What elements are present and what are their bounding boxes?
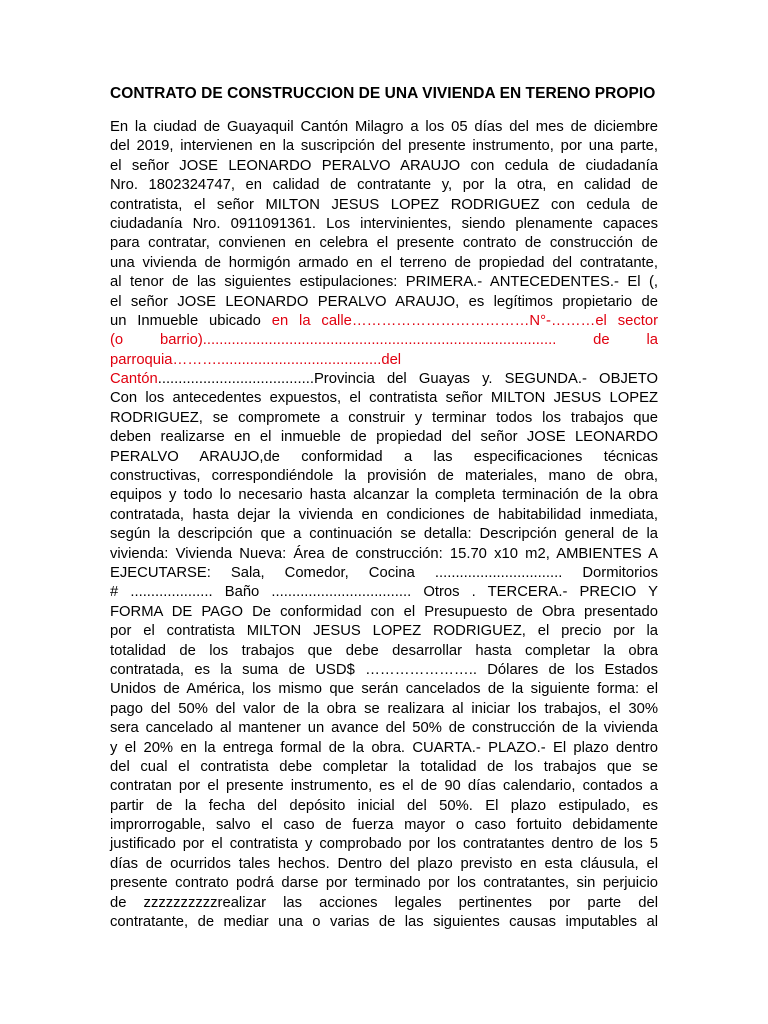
- body-text: ciudadanía Nro. 0911091361. Los intervinientes, siendo plenamente capaces: [110, 215, 658, 232]
- paragraph-line: [110, 486, 658, 505]
- body-text: En la ciudad de Guayaquil Cantón Milagro a los 05 días del mes de diciembre: [110, 119, 658, 135]
- body-text: contratada, es la suma de USD$ ………………….. Dólares de los Estados: [110, 661, 658, 678]
- body-text: PERALVO ARAUJO,de conformidad a las especificaciones técnicas: [110, 448, 658, 465]
- paragraph-line: [110, 583, 658, 602]
- paragraph-line: [110, 680, 658, 699]
- paragraph-line: [110, 622, 658, 641]
- body-text: pago del 50% del valor de la obra se realizara al iniciar los trabajos, el 30%: [110, 700, 658, 717]
- body-text: sera cancelado al mantener un avance del 50% de construcción de la vivienda: [110, 720, 658, 737]
- paragraph-line: [110, 913, 658, 932]
- body-text: al tenor de las siguientes estipulaciones: PRIMERA.- ANTECEDENTES.- El (,: [110, 274, 658, 291]
- body-text: contratada, hasta dejar la vivienda en condiciones de habitabilidad inmediata,: [110, 506, 658, 523]
- paragraph-line: [110, 157, 658, 176]
- paragraph-line: [110, 312, 658, 331]
- document-body: [110, 118, 658, 932]
- paragraph-line: [110, 777, 658, 796]
- body-text: equipos y todo lo necesario hasta alcanzar la completa terminación de la obra: [110, 487, 658, 504]
- body-text: y el 20% en la entrega formal de la obra. CUARTA.- PLAZO.- El plazo dentro: [110, 739, 658, 756]
- paragraph-line: [110, 409, 658, 428]
- body-text: # .................... Baño .................................. Otros . TERCERA.- PRECIO Y: [110, 584, 658, 601]
- placeholder-text: Cantón: [110, 371, 158, 388]
- paragraph-line: [110, 719, 658, 738]
- body-text: constructivas, correspondiéndole la provisión de materiales, mano de obra,: [110, 468, 658, 485]
- paragraph-line: [110, 700, 658, 719]
- body-text: improrrogable, salvo el caso de fuerza mayor o caso fortuito debidamente: [110, 817, 658, 834]
- paragraph-line: [110, 642, 658, 661]
- body-text: Con los antecedentes expuestos, el contratista señor MILTON JESUS LOPEZ: [110, 390, 658, 407]
- body-text: Nro. 1802324747, en calidad de contratante y, por la otra, en calidad de: [110, 177, 658, 194]
- body-text: deben realizarse en el inmueble de propiedad del señor JOSE LEONARDO: [110, 429, 658, 446]
- body-text: contratista, el señor MILTON JESUS LOPEZ RODRIGUEZ con cedula de: [110, 196, 658, 213]
- placeholder-text: (o barrio)...................................................................................... de la: [110, 332, 658, 349]
- paragraph-line: [110, 428, 658, 447]
- placeholder-text: en la calle………………………………N°-………el sector: [271, 312, 658, 329]
- body-text: partir de la fecha del depósito inicial del 50%. El plazo estipulado, es: [110, 797, 658, 814]
- body-text: contratan por el presente instrumento, es el de 90 días calendario, contados a: [110, 778, 658, 795]
- paragraph-line: [110, 118, 658, 137]
- paragraph-line: [110, 525, 658, 544]
- document-title: CONTRATO DE CONSTRUCCION DE UNA VIVIENDA EN TERENO PROPIO: [110, 85, 656, 102]
- body-text: una vivienda de hormigón armado en el terreno de propiedad del contratante,: [110, 254, 658, 271]
- paragraph-line: [110, 758, 658, 777]
- body-text: según la descripción que a continuación se detalla: Descripción general de la: [110, 526, 658, 543]
- paragraph-line: [110, 506, 658, 525]
- paragraph-line: [110, 603, 658, 622]
- paragraph-line: [110, 389, 658, 408]
- paragraph-line: [110, 370, 658, 389]
- paragraph-line: [110, 739, 658, 758]
- body-text: EJECUTARSE: Sala, Comedor, Cocina ............................... Dormitorios: [110, 564, 658, 581]
- paragraph-line: [110, 176, 658, 195]
- paragraph-line: [110, 816, 658, 835]
- paragraph-line: [110, 293, 658, 312]
- paragraph-line: [110, 448, 658, 467]
- paragraph-line: [110, 874, 658, 893]
- body-text: el señor JOSE LEONARDO PERALVO ARAUJO con cedula de ciudadanía: [110, 157, 658, 174]
- paragraph-line: [110, 467, 658, 486]
- body-text: del 2019, intervienen en la suscripción del presente instrumento, por una parte,: [110, 138, 658, 155]
- paragraph-line: [110, 351, 658, 370]
- body-text: del cual el contratista debe completar la totalidad de los trabajos que se: [110, 758, 658, 775]
- body-text: de zzzzzzzzzzrealizar las acciones legales pertinentes por parte del: [110, 894, 658, 911]
- body-text: ......................................Provincia del Guayas y. SEGUNDA.- OBJETO: [157, 371, 658, 388]
- body-text: días de ocurridos tales hechos. Dentro del plazo previsto en esta cláusula, el: [110, 855, 658, 872]
- paragraph-line: [110, 273, 658, 292]
- paragraph-line: [110, 215, 658, 234]
- body-text: totalidad de los trabajos que debe desarrollar hasta completar la obra: [110, 642, 658, 659]
- body-text: vivienda: Vivienda Nueva: Área de construcción: 15.70 x10 m2, AMBIENTES A: [110, 545, 658, 562]
- body-text: contratante, de mediar una o varias de las siguientes causas imputables al: [110, 914, 658, 931]
- paragraph-line: [110, 797, 658, 816]
- paragraph-line: [110, 137, 658, 156]
- paragraph-line: [110, 545, 658, 564]
- paragraph-line: [110, 835, 658, 854]
- body-text: por el contratista MILTON JESUS LOPEZ RODRIGUEZ, el precio por la: [110, 623, 658, 640]
- body-text: para contratar, convienen en celebra el presente contrato de construcción de: [110, 235, 658, 252]
- paragraph-line: [110, 855, 658, 874]
- paragraph-line: [110, 234, 658, 253]
- body-text: RODRIGUEZ, se compromete a construir y terminar todos los trabajos que: [110, 409, 658, 426]
- paragraph-line: [110, 254, 658, 273]
- body-text: Unidos de América, los mismo que serán cancelados de la siguiente forma: el: [110, 681, 658, 698]
- paragraph-line: [110, 196, 658, 215]
- body-text: FORMA DE PAGO De conformidad con el Presupuesto de Obra presentado: [110, 603, 658, 620]
- paragraph-line: [110, 564, 658, 583]
- paragraph-line: [110, 661, 658, 680]
- body-text: presente contrato podrá darse por terminado por los contratantes, sin perjuicio: [110, 875, 658, 892]
- body-text: el señor JOSE LEONARDO PERALVO ARAUJO, es legítimos propietario de: [110, 293, 658, 310]
- body-text: justificado por el contratista y comprobado por los contratantes dentro de los 5: [110, 836, 658, 853]
- paragraph-line: [110, 331, 658, 350]
- body-text: un Inmueble ubicado: [110, 312, 272, 329]
- placeholder-text: parroquia………........................................del: [110, 351, 402, 368]
- paragraph-line: [110, 894, 658, 913]
